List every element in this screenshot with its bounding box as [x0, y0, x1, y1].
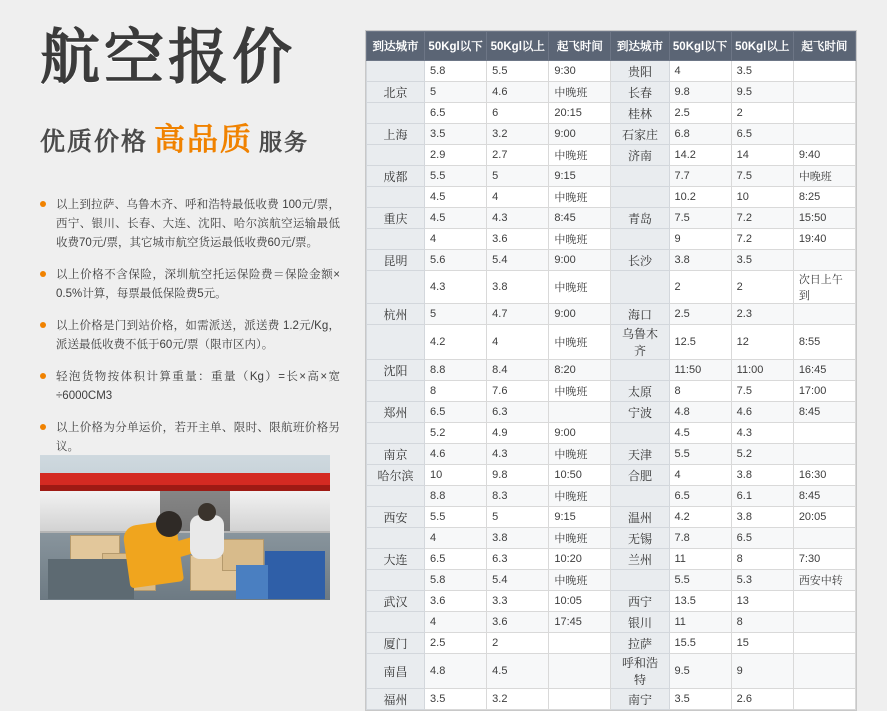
value-cell — [793, 423, 855, 444]
value-cell: 中晚班 — [549, 570, 611, 591]
table-row — [367, 124, 856, 145]
table-row — [367, 304, 856, 325]
value-cell: 10 — [731, 187, 793, 208]
value-cell: 9.5 — [669, 654, 731, 689]
value-cell: 9:15 — [549, 166, 611, 187]
value-cell: 10:05 — [549, 591, 611, 612]
value-cell: 5.5 — [425, 166, 487, 187]
city-cell — [611, 166, 669, 187]
table-row — [367, 444, 856, 465]
value-cell: 次日上午到 — [793, 271, 855, 304]
value-cell: 3.6 — [487, 612, 549, 633]
city-cell: 银川 — [611, 612, 669, 633]
value-cell: 3.5 — [669, 689, 731, 710]
table-row — [367, 187, 856, 208]
value-cell: 7.2 — [731, 229, 793, 250]
bullet-text: 以上价格是门到站价格，如需派送，派送费 1.2元/Kg，派送最低收费不低于60元/票（限市区内）。 — [56, 319, 340, 351]
value-cell: 8:45 — [549, 208, 611, 229]
value-cell: 6.5 — [669, 486, 731, 507]
table-row — [367, 208, 856, 229]
value-cell: 16:45 — [793, 360, 855, 381]
value-cell: 8 — [731, 612, 793, 633]
city-cell: 乌鲁木齐 — [611, 325, 669, 360]
value-cell: 6.5 — [731, 528, 793, 549]
table-row — [367, 145, 856, 166]
value-cell: 3.5 — [731, 250, 793, 271]
city-cell — [611, 187, 669, 208]
value-cell — [793, 654, 855, 689]
value-cell: 4.3 — [487, 444, 549, 465]
city-cell — [367, 486, 425, 507]
table-body — [367, 61, 856, 710]
table-row — [367, 82, 856, 103]
value-cell: 4.6 — [425, 444, 487, 465]
value-cell: 4.8 — [669, 402, 731, 423]
value-cell: 7.6 — [487, 381, 549, 402]
value-cell: 2 — [487, 633, 549, 654]
value-cell: 10:20 — [549, 549, 611, 570]
value-cell: 2 — [731, 103, 793, 124]
value-cell: 4.5 — [669, 423, 731, 444]
value-cell: 9.8 — [669, 82, 731, 103]
value-cell: 20:05 — [793, 507, 855, 528]
value-cell: 8:25 — [793, 187, 855, 208]
city-cell: 温州 — [611, 507, 669, 528]
list-item — [40, 317, 340, 355]
table-row — [367, 229, 856, 250]
table-row — [367, 250, 856, 271]
bullet-dot-icon — [40, 322, 46, 328]
value-cell: 中晚班 — [793, 166, 855, 187]
table-row — [367, 528, 856, 549]
value-cell: 5.2 — [731, 444, 793, 465]
price-table-container — [365, 30, 857, 711]
value-cell: 2.5 — [669, 304, 731, 325]
value-cell — [793, 591, 855, 612]
city-cell: 南宁 — [611, 689, 669, 710]
value-cell: 4.3 — [425, 271, 487, 304]
value-cell: 7.2 — [731, 208, 793, 229]
value-cell — [793, 612, 855, 633]
subtitle — [40, 114, 309, 159]
value-cell: 9:00 — [549, 423, 611, 444]
table-row — [367, 570, 856, 591]
col-header-under50-right: 50Kgl以下 — [669, 32, 731, 61]
city-cell: 呼和浩特 — [611, 654, 669, 689]
value-cell: 4 — [487, 187, 549, 208]
city-cell — [611, 271, 669, 304]
value-cell: 5.5 — [669, 570, 731, 591]
value-cell: 2.5 — [669, 103, 731, 124]
value-cell: 5.3 — [731, 570, 793, 591]
value-cell: 中晚班 — [549, 381, 611, 402]
value-cell: 9.5 — [731, 82, 793, 103]
city-cell: 天津 — [611, 444, 669, 465]
city-cell: 武汉 — [367, 591, 425, 612]
bullet-text: 轻泡货物按体积计算重量：重量（Kg）=长×高×宽÷6000CM3 — [56, 370, 340, 402]
value-cell: 4.8 — [425, 654, 487, 689]
value-cell: 15:50 — [793, 208, 855, 229]
city-cell: 兰州 — [611, 549, 669, 570]
city-cell: 杭州 — [367, 304, 425, 325]
value-cell: 6.5 — [425, 402, 487, 423]
value-cell: 中晚班 — [549, 82, 611, 103]
table-row — [367, 271, 856, 304]
value-cell: 4.9 — [487, 423, 549, 444]
value-cell: 13.5 — [669, 591, 731, 612]
value-cell — [793, 304, 855, 325]
table-row — [367, 486, 856, 507]
value-cell: 7.5 — [731, 381, 793, 402]
value-cell: 4.5 — [425, 187, 487, 208]
city-cell — [367, 381, 425, 402]
city-cell — [367, 423, 425, 444]
city-cell: 大连 — [367, 549, 425, 570]
city-cell — [367, 103, 425, 124]
value-cell: 中晚班 — [549, 271, 611, 304]
city-cell — [611, 229, 669, 250]
value-cell: 6.8 — [669, 124, 731, 145]
list-item — [40, 419, 340, 457]
value-cell — [793, 689, 855, 710]
value-cell: 8:20 — [549, 360, 611, 381]
table-row — [367, 591, 856, 612]
value-cell: 7.7 — [669, 166, 731, 187]
city-cell: 南京 — [367, 444, 425, 465]
city-cell — [611, 423, 669, 444]
city-cell: 石家庄 — [611, 124, 669, 145]
value-cell: 3.2 — [487, 124, 549, 145]
value-cell: 7.8 — [669, 528, 731, 549]
table-row — [367, 166, 856, 187]
value-cell: 4.2 — [425, 325, 487, 360]
value-cell: 5.8 — [425, 570, 487, 591]
value-cell: 9:00 — [549, 124, 611, 145]
value-cell: 4.2 — [669, 507, 731, 528]
value-cell: 9:00 — [549, 304, 611, 325]
table-header-row — [367, 32, 856, 61]
bullet-dot-icon — [40, 271, 46, 277]
value-cell: 6.5 — [731, 124, 793, 145]
value-cell: 15 — [731, 633, 793, 654]
value-cell: 8 — [731, 549, 793, 570]
value-cell: 5 — [425, 304, 487, 325]
value-cell — [793, 250, 855, 271]
bullet-text: 以上到拉萨、乌鲁木齐、呼和浩特最低收费 100元/票，西宁、银川、长春、大连、沈阳、哈尔滨航空运输最低收费70元/票，其它城市航空货运最低收费60元/票。 — [56, 199, 340, 249]
city-cell — [367, 145, 425, 166]
value-cell: 中晚班 — [549, 486, 611, 507]
city-cell: 长春 — [611, 82, 669, 103]
value-cell — [793, 124, 855, 145]
page-title: 航空报价 — [40, 23, 296, 93]
value-cell: 9:30 — [549, 61, 611, 82]
value-cell: 5.5 — [487, 61, 549, 82]
value-cell: 7.5 — [669, 208, 731, 229]
value-cell: 5 — [425, 82, 487, 103]
value-cell: 9 — [669, 229, 731, 250]
value-cell: 3.6 — [487, 229, 549, 250]
value-cell: 17:00 — [793, 381, 855, 402]
value-cell: 9:40 — [793, 145, 855, 166]
value-cell: 3.3 — [487, 591, 549, 612]
table-row — [367, 633, 856, 654]
value-cell: 5.4 — [487, 250, 549, 271]
value-cell: 2.5 — [425, 633, 487, 654]
table-row — [367, 507, 856, 528]
value-cell: 8:45 — [793, 486, 855, 507]
col-header-over50-left: 50Kgl以上 — [487, 32, 549, 61]
value-cell — [793, 61, 855, 82]
value-cell: 12 — [731, 325, 793, 360]
value-cell: 5 — [487, 166, 549, 187]
city-cell: 福州 — [367, 689, 425, 710]
value-cell: 中晚班 — [549, 145, 611, 166]
value-cell — [793, 633, 855, 654]
value-cell: 7.5 — [731, 166, 793, 187]
value-cell: 13 — [731, 591, 793, 612]
bullet-dot-icon — [40, 424, 46, 430]
city-cell: 济南 — [611, 145, 669, 166]
value-cell: 8.8 — [425, 360, 487, 381]
col-header-under50-left: 50Kgl以下 — [425, 32, 487, 61]
value-cell — [793, 82, 855, 103]
city-cell: 郑州 — [367, 402, 425, 423]
value-cell: 3.2 — [487, 689, 549, 710]
subtitle-accent: 高品质 — [154, 122, 254, 157]
value-cell: 11:00 — [731, 360, 793, 381]
table-row — [367, 549, 856, 570]
cargo-loading-photo — [40, 455, 330, 600]
city-cell — [367, 229, 425, 250]
value-cell: 2 — [731, 271, 793, 304]
city-cell — [367, 61, 425, 82]
value-cell: 8:55 — [793, 325, 855, 360]
value-cell: 2.6 — [731, 689, 793, 710]
value-cell: 中晚班 — [549, 528, 611, 549]
value-cell: 6.5 — [425, 549, 487, 570]
value-cell: 4.5 — [487, 654, 549, 689]
value-cell: 5.5 — [425, 507, 487, 528]
value-cell: 11:50 — [669, 360, 731, 381]
city-cell: 厦门 — [367, 633, 425, 654]
city-cell: 桂林 — [611, 103, 669, 124]
value-cell — [549, 689, 611, 710]
subtitle-pre: 优质价格 — [40, 128, 149, 156]
value-cell: 3.8 — [487, 271, 549, 304]
value-cell: 9:15 — [549, 507, 611, 528]
bullet-dot-icon — [40, 373, 46, 379]
col-header-departure-right: 起飞时间 — [793, 32, 855, 61]
city-cell: 沈阳 — [367, 360, 425, 381]
city-cell: 海口 — [611, 304, 669, 325]
value-cell: 3.5 — [425, 124, 487, 145]
value-cell: 中晚班 — [549, 325, 611, 360]
value-cell: 9.8 — [487, 465, 549, 486]
city-cell — [367, 271, 425, 304]
city-cell — [367, 187, 425, 208]
value-cell: 8.4 — [487, 360, 549, 381]
value-cell: 12.5 — [669, 325, 731, 360]
value-cell: 14 — [731, 145, 793, 166]
value-cell: 4.5 — [425, 208, 487, 229]
city-cell: 宁波 — [611, 402, 669, 423]
bullet-text: 以上价格不含保险，深圳航空托运保险费＝保险金额× 0.5%计算，每票最低保险费5元。 — [56, 268, 340, 300]
value-cell: 9 — [731, 654, 793, 689]
value-cell: 4.6 — [487, 82, 549, 103]
subtitle-post: 服务 — [259, 129, 310, 155]
value-cell: 4.6 — [731, 402, 793, 423]
value-cell: 10:50 — [549, 465, 611, 486]
table-row — [367, 465, 856, 486]
city-cell: 哈尔滨 — [367, 465, 425, 486]
col-header-departure-left: 起飞时间 — [549, 32, 611, 61]
city-cell: 北京 — [367, 82, 425, 103]
city-cell: 太原 — [611, 381, 669, 402]
table-row — [367, 360, 856, 381]
city-cell — [367, 570, 425, 591]
value-cell: 2.9 — [425, 145, 487, 166]
table-row — [367, 402, 856, 423]
value-cell: 3.5 — [731, 61, 793, 82]
value-cell — [549, 633, 611, 654]
value-cell: 16:30 — [793, 465, 855, 486]
table-row — [367, 381, 856, 402]
table-row — [367, 103, 856, 124]
value-cell: 4.3 — [731, 423, 793, 444]
table-row — [367, 654, 856, 689]
city-cell: 西宁 — [611, 591, 669, 612]
value-cell: 8.8 — [425, 486, 487, 507]
value-cell: 11 — [669, 612, 731, 633]
value-cell: 10.2 — [669, 187, 731, 208]
value-cell: 5.2 — [425, 423, 487, 444]
value-cell: 19:40 — [793, 229, 855, 250]
table-row — [367, 689, 856, 710]
city-cell: 贵阳 — [611, 61, 669, 82]
city-cell: 长沙 — [611, 250, 669, 271]
city-cell — [367, 325, 425, 360]
bullet-dot-icon — [40, 201, 46, 207]
city-cell: 南昌 — [367, 654, 425, 689]
value-cell: 4 — [425, 612, 487, 633]
table-row — [367, 612, 856, 633]
value-cell — [793, 103, 855, 124]
value-cell: 8:45 — [793, 402, 855, 423]
value-cell — [793, 528, 855, 549]
list-item — [40, 368, 340, 406]
left-panel — [0, 0, 360, 619]
city-cell — [367, 528, 425, 549]
value-cell: 8.3 — [487, 486, 549, 507]
title-block — [40, 23, 310, 159]
value-cell: 15.5 — [669, 633, 731, 654]
value-cell: 11 — [669, 549, 731, 570]
value-cell: 2.7 — [487, 145, 549, 166]
value-cell: 6.3 — [487, 402, 549, 423]
value-cell: 3.6 — [425, 591, 487, 612]
value-cell: 20:15 — [549, 103, 611, 124]
value-cell: 8 — [669, 381, 731, 402]
city-cell: 青岛 — [611, 208, 669, 229]
value-cell: 8 — [425, 381, 487, 402]
city-cell: 重庆 — [367, 208, 425, 229]
city-cell — [367, 612, 425, 633]
value-cell: 2 — [669, 271, 731, 304]
value-cell: 5.8 — [425, 61, 487, 82]
value-cell: 中晚班 — [549, 187, 611, 208]
city-cell — [611, 360, 669, 381]
col-header-city-left: 到达城市 — [367, 32, 425, 61]
city-cell: 昆明 — [367, 250, 425, 271]
city-cell: 成都 — [367, 166, 425, 187]
value-cell: 6.1 — [731, 486, 793, 507]
value-cell: 3.8 — [669, 250, 731, 271]
table-row — [367, 423, 856, 444]
city-cell: 拉萨 — [611, 633, 669, 654]
city-cell — [611, 570, 669, 591]
value-cell: 17:45 — [549, 612, 611, 633]
list-item — [40, 196, 340, 253]
city-cell: 无锡 — [611, 528, 669, 549]
value-cell: 3.5 — [425, 689, 487, 710]
city-cell: 上海 — [367, 124, 425, 145]
value-cell: 3.8 — [731, 507, 793, 528]
value-cell — [549, 402, 611, 423]
value-cell: 9:00 — [549, 250, 611, 271]
city-cell: 合肥 — [611, 465, 669, 486]
bullet-text: 以上价格为分单运价，若开主单、限时、限航班价格另议。 — [56, 421, 340, 453]
value-cell: 7:30 — [793, 549, 855, 570]
air-freight-price-table — [366, 31, 856, 710]
value-cell: 2.3 — [731, 304, 793, 325]
col-header-over50-right: 50Kgl以上 — [731, 32, 793, 61]
col-header-city-right: 到达城市 — [611, 32, 669, 61]
table-row — [367, 325, 856, 360]
value-cell: 6.3 — [487, 549, 549, 570]
value-cell: 4.3 — [487, 208, 549, 229]
value-cell: 4.7 — [487, 304, 549, 325]
value-cell: 4 — [669, 465, 731, 486]
value-cell: 中晚班 — [549, 444, 611, 465]
value-cell: 6 — [487, 103, 549, 124]
value-cell: 6.5 — [425, 103, 487, 124]
table-row — [367, 61, 856, 82]
value-cell: 4 — [425, 528, 487, 549]
value-cell: 4 — [425, 229, 487, 250]
value-cell: 西安中转 — [793, 570, 855, 591]
value-cell: 4 — [487, 325, 549, 360]
value-cell: 14.2 — [669, 145, 731, 166]
city-cell — [611, 486, 669, 507]
value-cell: 10 — [425, 465, 487, 486]
value-cell: 3.8 — [487, 528, 549, 549]
value-cell: 5 — [487, 507, 549, 528]
value-cell: 5.6 — [425, 250, 487, 271]
value-cell: 4 — [669, 61, 731, 82]
list-item — [40, 266, 340, 304]
value-cell: 3.8 — [731, 465, 793, 486]
value-cell — [793, 444, 855, 465]
value-cell: 5.5 — [669, 444, 731, 465]
value-cell: 中晚班 — [549, 229, 611, 250]
value-cell: 5.4 — [487, 570, 549, 591]
value-cell — [549, 654, 611, 689]
city-cell: 西安 — [367, 507, 425, 528]
